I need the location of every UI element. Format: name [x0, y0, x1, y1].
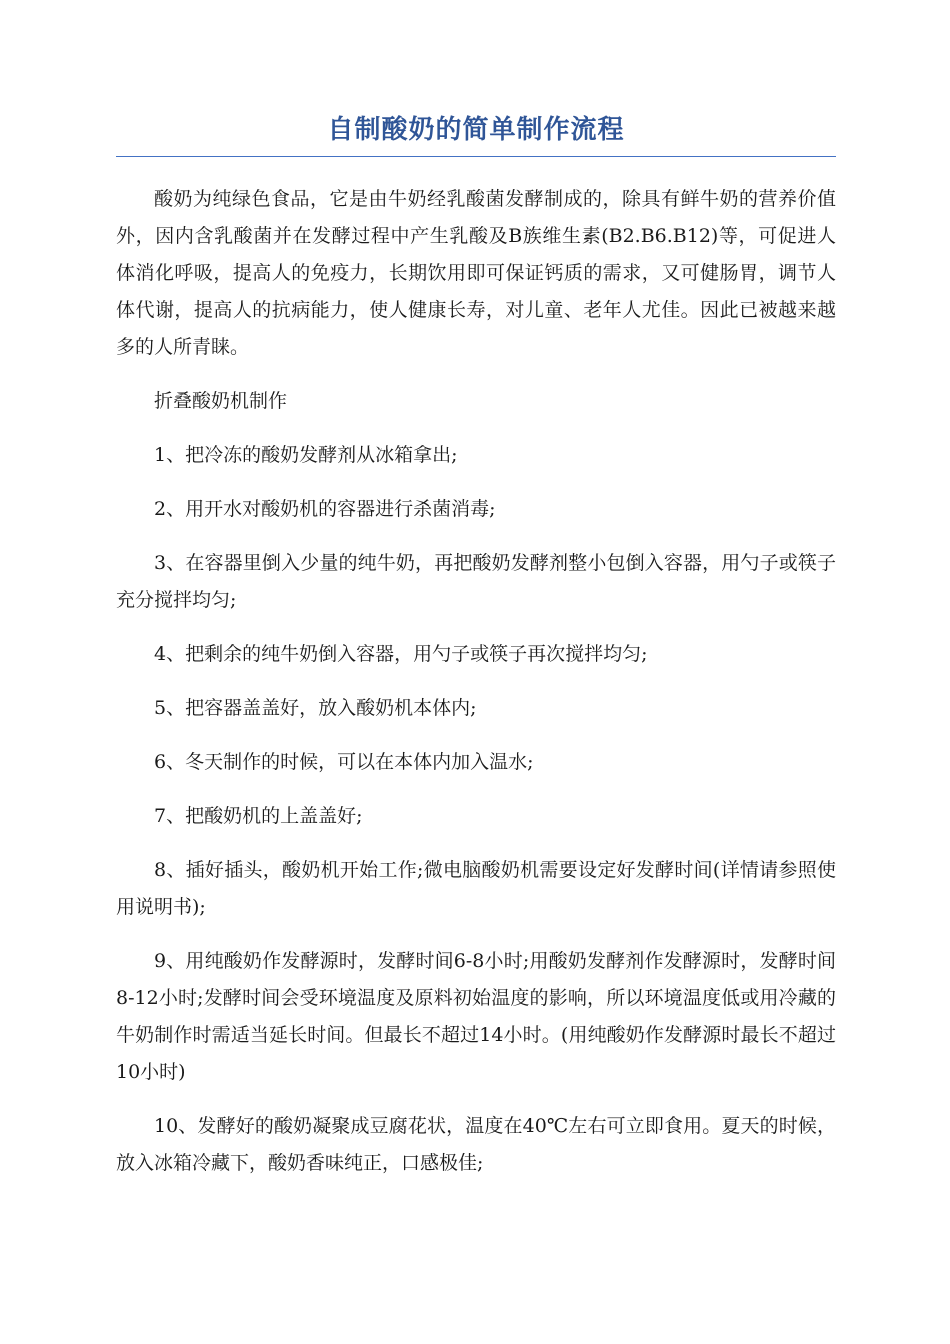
document-title: 自制酸奶的简单制作流程	[116, 108, 836, 157]
step-1: 1、把冷冻的酸奶发酵剂从冰箱拿出;	[154, 444, 458, 466]
document-body	[116, 181, 836, 1182]
intro-paragraph: 酸奶为纯绿色食品，它是由牛奶经乳酸菌发酵制成的，除具有鲜牛奶的营养价值外，因内含乳酸菌并在发酵过程中产生乳酸及B族维生素(B2.B6.B12)等，可促进人体消化呼吸，提高人的免疫力，长期饮用即可保证钙质的需求，又可健肠胃，调节人体代谢，提高人的抗病能力，使人健康长寿，对儿童、老年人尤佳。因此已被越来越多的人所青睐。	[116, 188, 836, 358]
step-5: 5、把容器盖盖好，放入酸奶机本体内;	[154, 697, 477, 719]
step-4: 4、把剩余的纯牛奶倒入容器，用勺子或筷子再次搅拌均匀;	[154, 643, 648, 665]
document-page	[116, 108, 836, 1199]
step-8: 8、插好插头，酸奶机开始工作;微电脑酸奶机需要设定好发酵时间(详情请参照使用说明书);	[116, 859, 836, 918]
step-3: 3、在容器里倒入少量的纯牛奶，再把酸奶发酵剂整小包倒入容器，用勺子或筷子充分搅拌均匀;	[116, 552, 836, 611]
step-2: 2、用开水对酸奶机的容器进行杀菌消毒;	[154, 498, 496, 520]
step-6: 6、冬天制作的时候，可以在本体内加入温水;	[154, 751, 534, 773]
section-heading: 折叠酸奶机制作	[154, 390, 288, 412]
step-9: 9、用纯酸奶作发酵源时，发酵时间6-8小时;用酸奶发酵剂作发酵源时，发酵时间8-12小时;发酵时间会受环境温度及原料初始温度的影响，所以环境温度低或用冷藏的牛奶制作时需适当延长时间。但最长不超过14小时。(用纯酸奶作发酵源时最长不超过10小时)	[116, 950, 836, 1083]
step-7: 7、把酸奶机的上盖盖好;	[154, 805, 363, 827]
step-10: 10、发酵好的酸奶凝聚成豆腐花状，温度在40℃左右可立即食用。夏天的时候，放入冰箱冷藏下，酸奶香味纯正，口感极佳;	[116, 1115, 836, 1174]
